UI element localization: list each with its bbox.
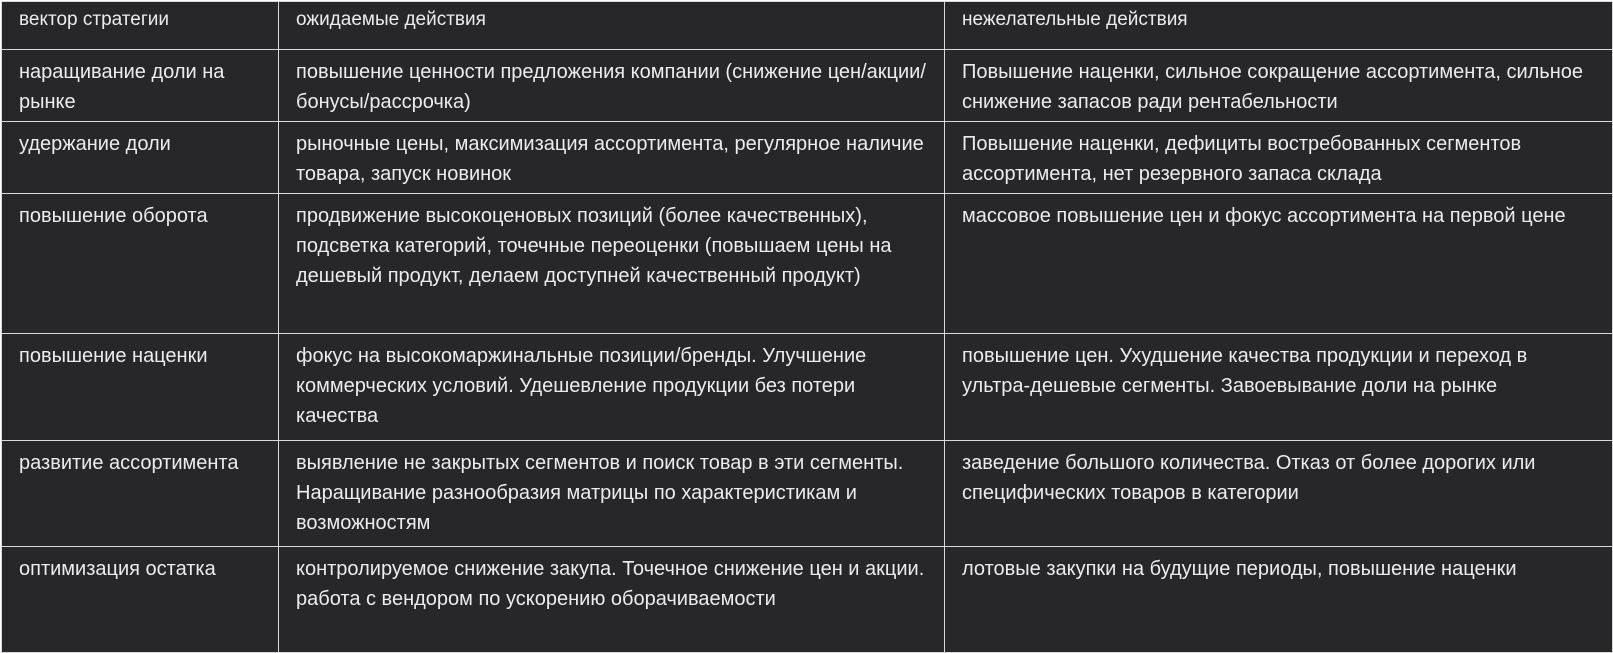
cell-expected: продвижение высокоценовых позиций (более качественных), подсветка категорий, точечные переоценки (повышаем цены на дешевый продукт, делаем доступней качественный продукт) <box>279 194 945 334</box>
cell-expected: фокус на высокомаржинальные позиции/бренды. Улучшение коммерческих условий. Удешевление продукции без потери качества <box>279 334 945 441</box>
table-row <box>2 441 1613 547</box>
cell-vector: повышение оборота <box>2 194 279 334</box>
header-cell-vector: вектор стратегии <box>2 2 279 50</box>
header-cell-expected: ожидаемые действия <box>279 2 945 50</box>
table-header-row <box>2 2 1613 50</box>
header-cell-undesired: нежелательные действия <box>945 2 1613 50</box>
table-row <box>2 50 1613 122</box>
cell-undesired: повышение цен. Ухудшение качества продукции и переход в ультра-дешевые сегменты. Завоевывание доли на рынке <box>945 334 1613 441</box>
table-row <box>2 122 1613 194</box>
cell-expected: выявление не закрытых сегментов и поиск товар в эти сегменты. Наращивание разнообразия матрицы по характеристикам и возможностям <box>279 441 945 547</box>
cell-expected: контролируемое снижение закупа. Точечное снижение цен и акции. работа с вендором по ускорению оборачиваемости <box>279 547 945 653</box>
cell-vector: развитие ассортимента <box>2 441 279 547</box>
cell-undesired: Повышение наценки, сильное сокращение ассортимента, сильное снижение запасов ради рентабельности <box>945 50 1613 122</box>
cell-vector: удержание доли <box>2 122 279 194</box>
strategy-table <box>1 1 1613 653</box>
cell-undesired: лотовые закупки на будущие периоды, повышение наценки <box>945 547 1613 653</box>
cell-vector: оптимизация остатка <box>2 547 279 653</box>
cell-undesired: заведение большого количества. Отказ от более дорогих или специфических товаров в категории <box>945 441 1613 547</box>
table-row <box>2 194 1613 334</box>
cell-vector: наращивание доли на рынке <box>2 50 279 122</box>
cell-undesired: массовое повышение цен и фокус ассортимента на первой цене <box>945 194 1613 334</box>
cell-expected: рыночные цены, максимизация ассортимента, регулярное наличие товара, запуск новинок <box>279 122 945 194</box>
table-row <box>2 547 1613 653</box>
table-row <box>2 334 1613 441</box>
cell-expected: повышение ценности предложения компании (снижение цен/акции/бонусы/рассрочка) <box>279 50 945 122</box>
cell-undesired: Повышение наценки, дефициты востребованных сегментов ассортимента, нет резервного запаса склада <box>945 122 1613 194</box>
cell-vector: повышение наценки <box>2 334 279 441</box>
